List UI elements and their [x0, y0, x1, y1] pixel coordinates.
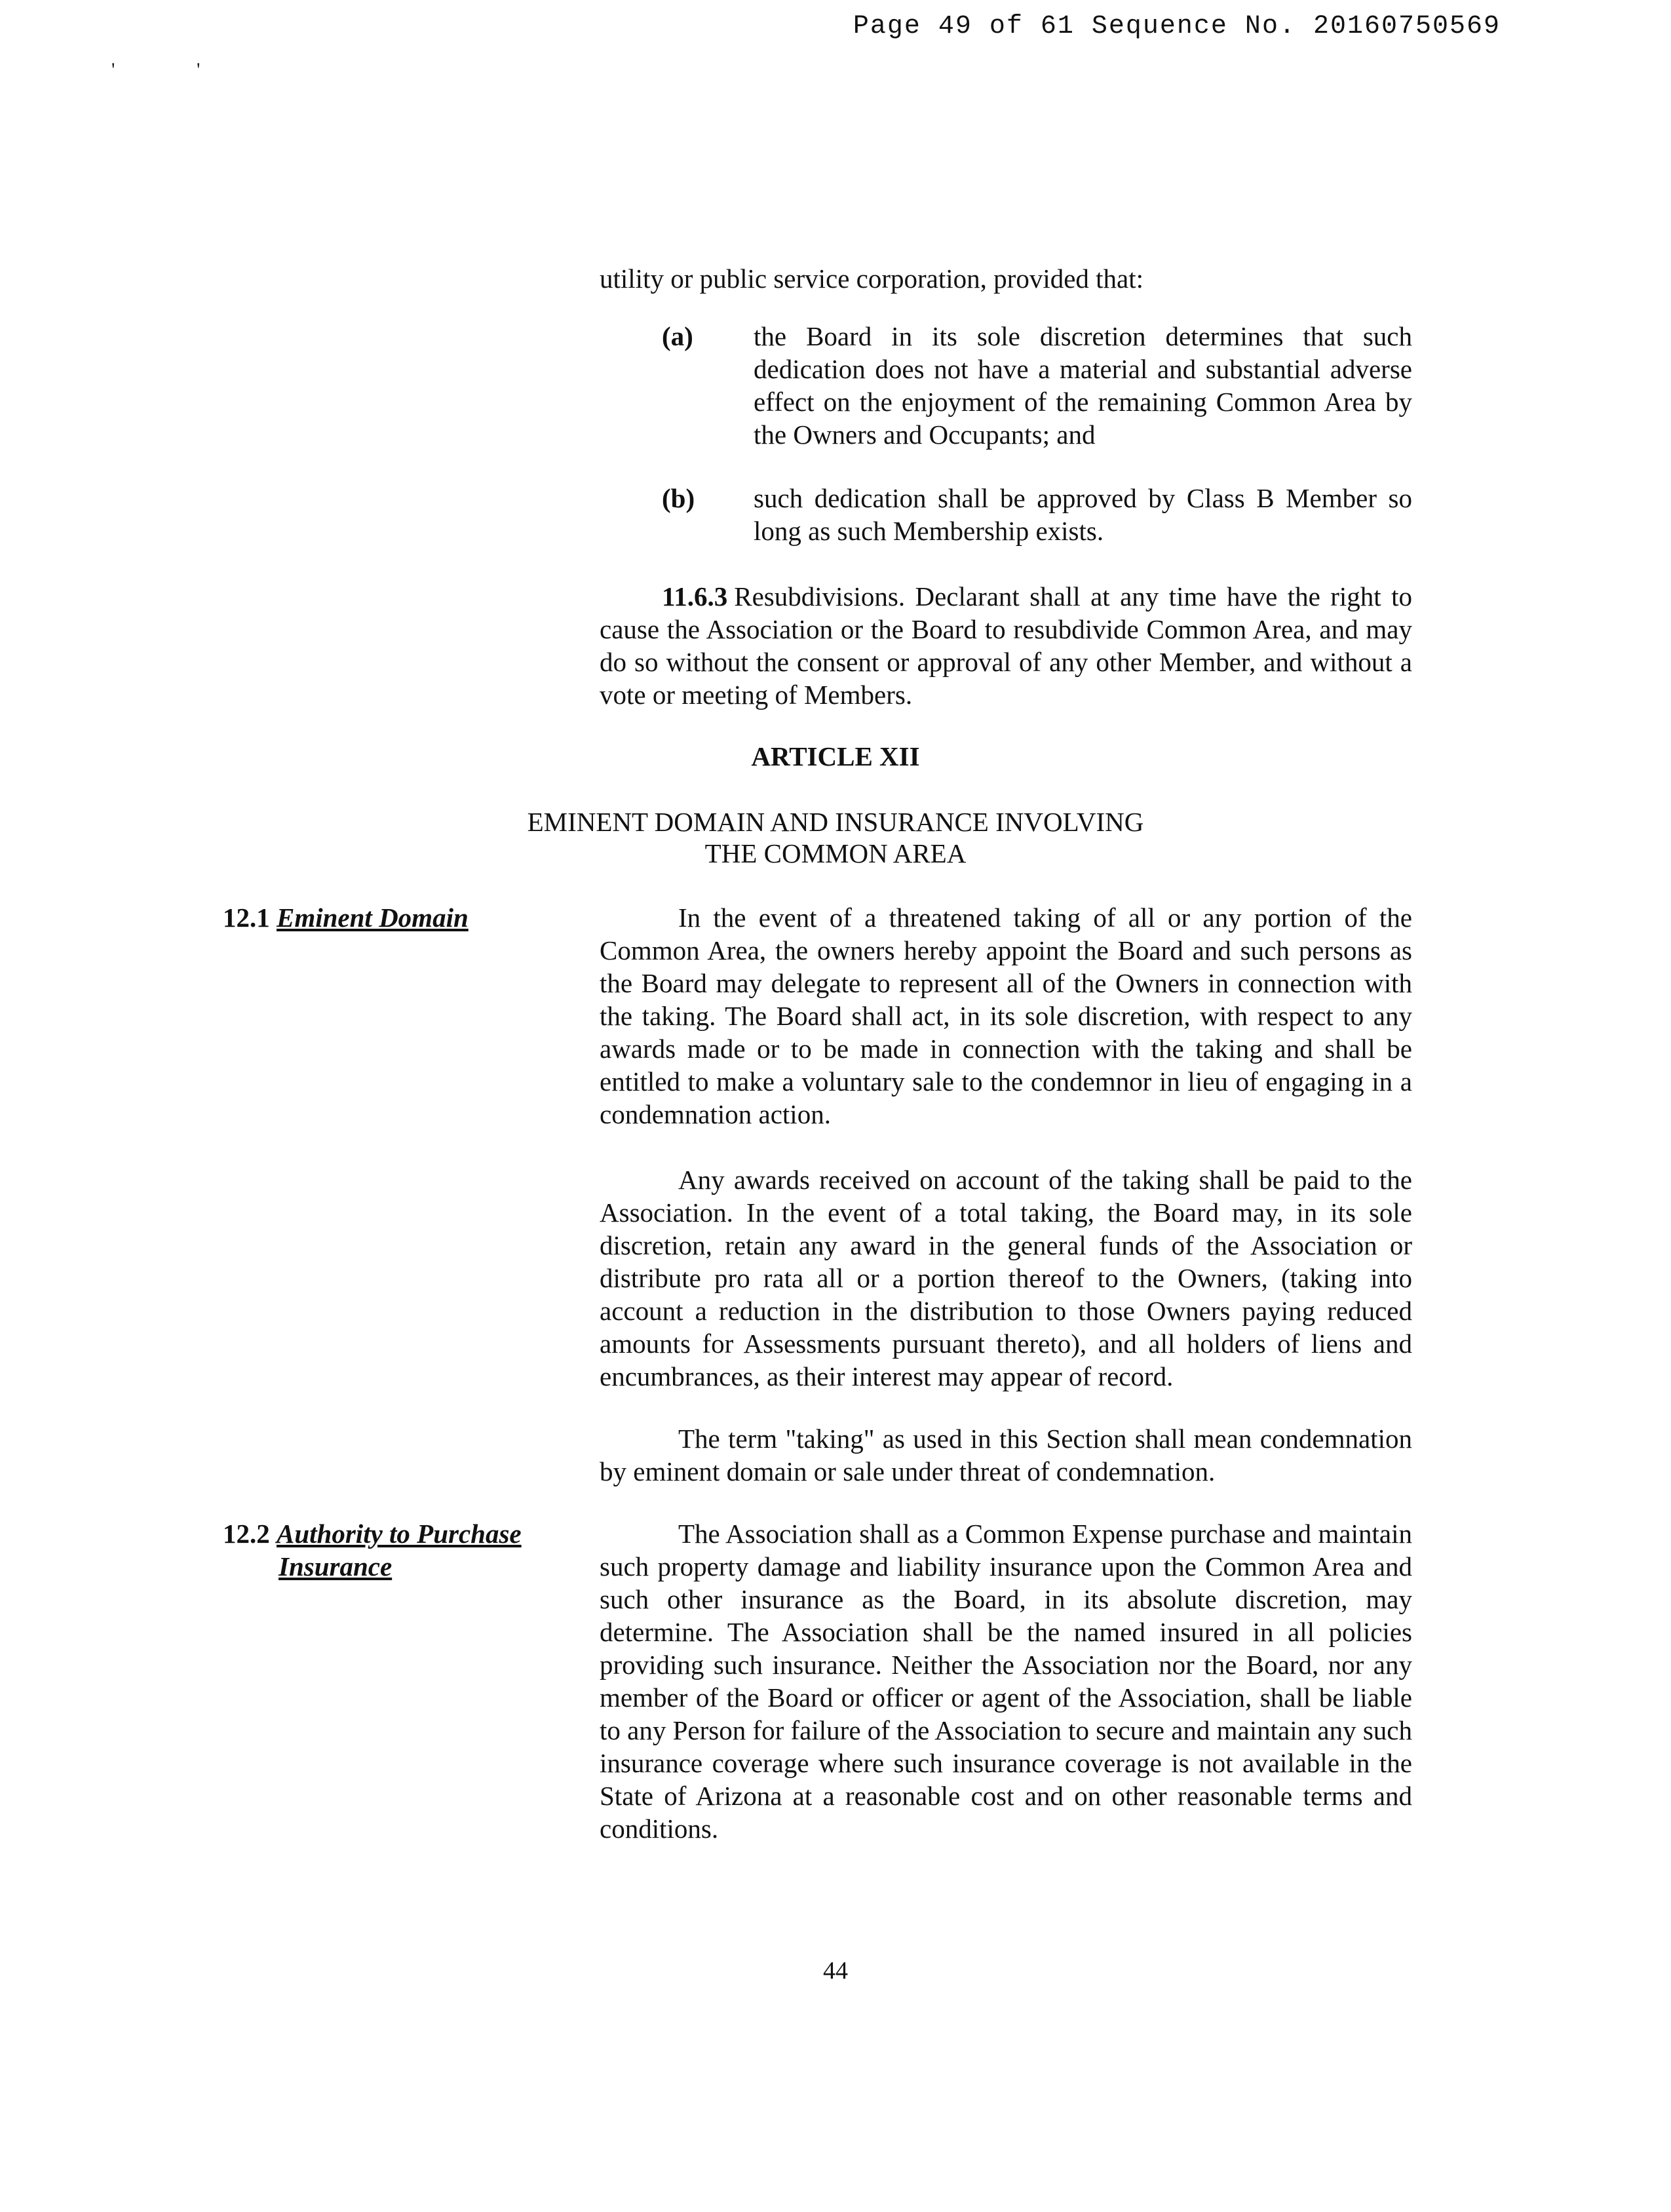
list-item-label: (b) — [662, 483, 695, 513]
scan-mark: ' — [197, 59, 201, 81]
section-heading-12-2 — [223, 1517, 522, 1583]
resubdivisions-paragraph — [600, 580, 1412, 711]
page-number: 44 — [823, 1957, 848, 1985]
list-item-text: such dedication shall be approved by Class B Member so long as such Membership exists. — [754, 483, 1412, 546]
intro-line: utility or public service corporation, provided that: — [600, 263, 1144, 294]
page-sequence-stamp: Page 49 of 61 Sequence No. 20160750569 — [853, 12, 1501, 41]
list-item-label: (a) — [662, 321, 693, 351]
section-paragraph: Any awards received on account of the taking shall be paid to the Association. In the event of a total taking, the Board may, in its sole discretion, retain any award in the general funds of the Association or distribute pro rata all or a portion thereof to the Owners, (taking into account a reduction in the distribution to those Owners paying reduced amounts for Assessments pursuant thereto), and all holders of liens and encumbrances, as their interest may appear of record. — [600, 1165, 1412, 1391]
section-title-continued: Insurance — [278, 1551, 393, 1581]
section-paragraph: In the event of a threatened taking of all or any portion of the Common Area, the owners hereby appoint the Board and such persons as the Board may delegate to represent all of the Owners in connection with the taking. The Board shall act, in its sole discretion, with respect to any awards made or to be made in connection with the taking and shall be entitled to make a voluntary sale to the condemnor in lieu of engaging in a condemnation action. — [600, 902, 1412, 1129]
section-title: Eminent Domain — [277, 902, 469, 933]
scan-mark: ' — [111, 59, 115, 81]
section-paragraph: The term "taking" as used in this Section shall mean condemnation by eminent domain or sale under threat of condemnation. — [600, 1424, 1412, 1486]
section-title: Authority to Purchase — [277, 1519, 522, 1549]
section-heading-12-1 — [223, 901, 469, 934]
article-subtitle-line: THE COMMON AREA — [704, 838, 967, 868]
article-subtitle — [0, 806, 1671, 869]
section-number: 12.1 — [223, 902, 270, 933]
clause-number: 11.6.3 — [662, 581, 728, 611]
article-subtitle-line: EMINENT DOMAIN AND INSURANCE INVOLVING — [527, 807, 1144, 837]
section-number: 12.2 — [223, 1519, 270, 1549]
section-paragraph: The Association shall as a Common Expense purchase and maintain such property damage and liability insurance upon the Common Area and such other insurance as the Board, in its absolute discretion, may determine. The Association shall be the named insured in all policies providing such insurance. Neither the Association nor the Board, nor any member of the Board or officer or agent of the Association, shall be liable to any Person for failure of the Association to secure and maintain any such insurance coverage where such insurance coverage is not available in the State of Arizona at a reasonable cost and on other reasonable terms and conditions. — [600, 1519, 1412, 1844]
list-item-text: the Board in its sole discretion determines that such dedication does not have a material and substantial adverse effect on the enjoyment of the remaining Common Area by the Owners and Occupants; and — [754, 321, 1412, 450]
article-title: ARTICLE XII — [751, 741, 920, 771]
clause-text: Resubdivisions. Declarant shall at any time have the right to cause the Association or the Board to resubdivide Common Area, and may do so without the consent or approval of any other Member, and without a vote or meeting of Members. — [600, 581, 1412, 710]
